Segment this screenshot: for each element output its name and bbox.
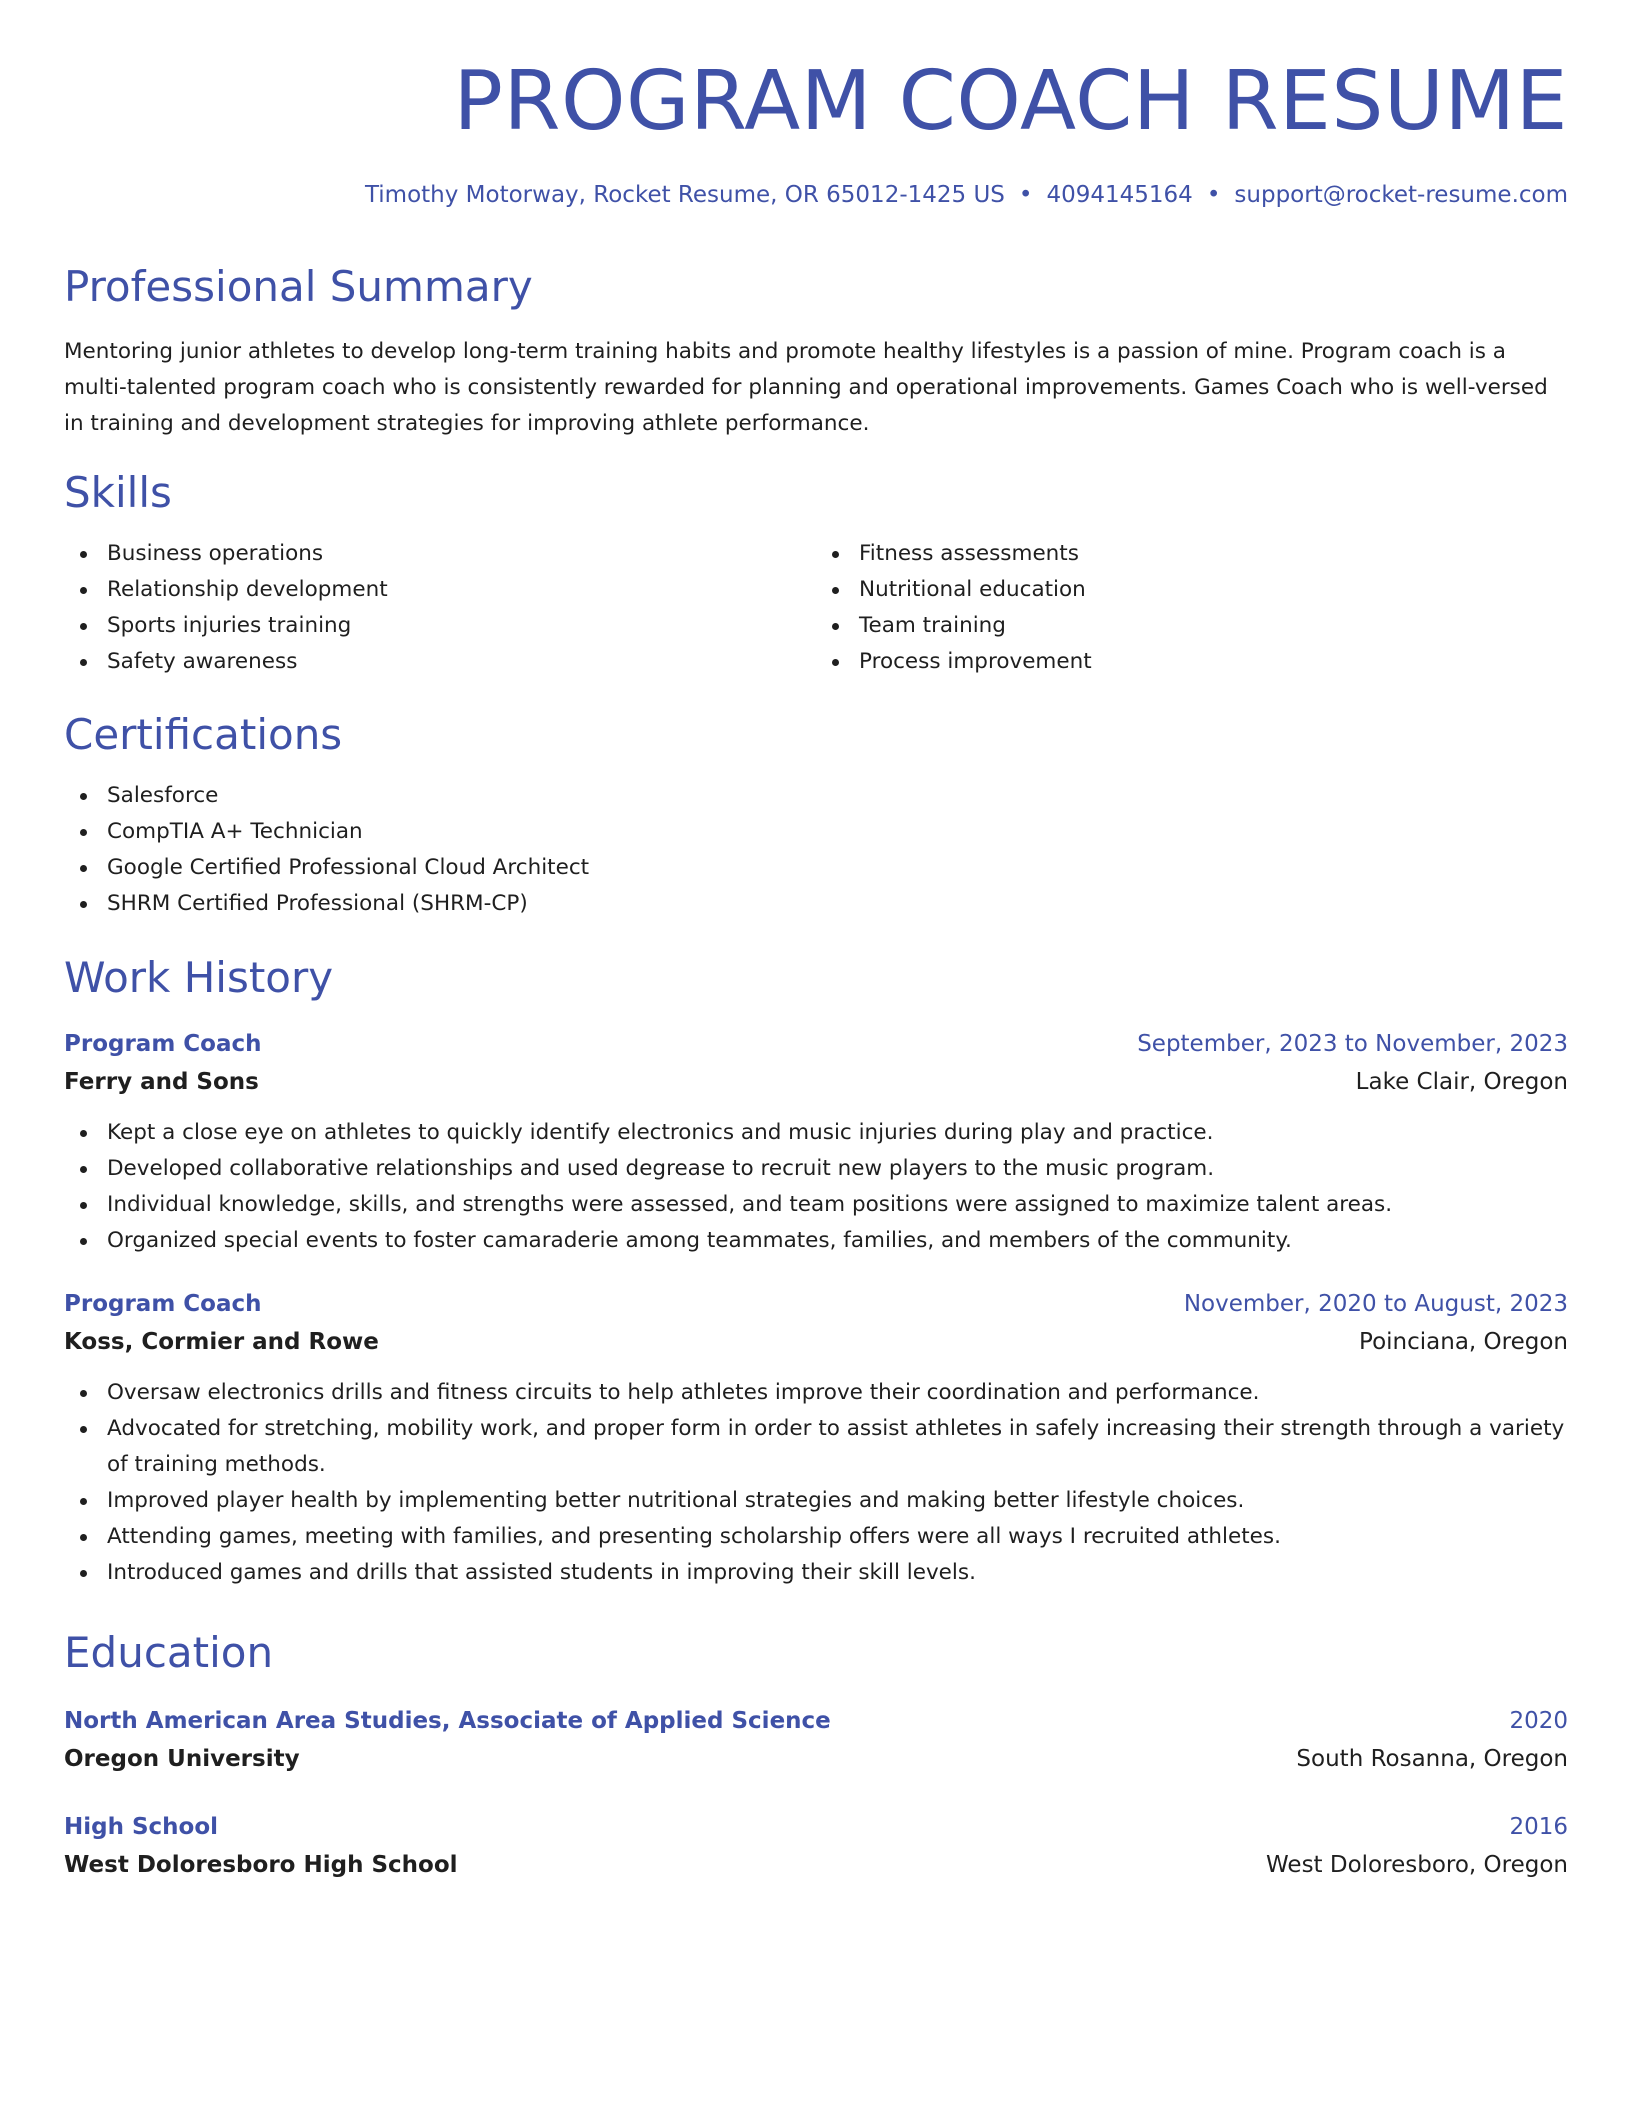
education-year: 2020: [1509, 1708, 1568, 1734]
skills-list-right: [816, 536, 1568, 680]
job-location: Lake Clair, Oregon: [1355, 1069, 1568, 1095]
skill-item: Team training: [816, 608, 1568, 644]
certification-item: Salesforce: [64, 778, 1568, 814]
job-company-row: [64, 1063, 1568, 1101]
job-duties-list: [64, 1375, 1568, 1591]
certifications-heading: Certifications: [64, 710, 343, 759]
job-duty: Organized special events to foster camaraderie among teammates, families, and members of the community.: [64, 1223, 1568, 1259]
contact-separator: •: [1018, 182, 1033, 208]
resume-title: PROGRAM COACH RESUME: [453, 54, 1568, 149]
skills-list-left: [64, 536, 816, 680]
contact-separator: •: [1206, 182, 1221, 208]
skill-item: Fitness assessments: [816, 536, 1568, 572]
job-company: Koss, Cormier and Rowe: [64, 1329, 379, 1355]
summary-section: [64, 262, 1568, 442]
education-school-row: [64, 1846, 1568, 1884]
education-location: West Doloresboro, Oregon: [1266, 1852, 1568, 1878]
job-location: Poinciana, Oregon: [1359, 1329, 1568, 1355]
summary-heading: Professional Summary: [64, 262, 533, 311]
education-entry: [64, 1808, 1568, 1884]
contact-email: support@rocket-resume.com: [1234, 182, 1568, 208]
job-dates: September, 2023 to November, 2023: [1137, 1031, 1568, 1057]
contact-phone: 4094145164: [1046, 182, 1193, 208]
education-location: South Rosanna, Oregon: [1296, 1746, 1568, 1772]
job-duty: Introduced games and drills that assisted students in improving their skill levels.: [64, 1555, 1568, 1591]
certification-item: CompTIA A+ Technician: [64, 814, 1568, 850]
work-history-heading: Work History: [64, 953, 334, 1002]
education-school-row: [64, 1740, 1568, 1778]
job-company-row: [64, 1323, 1568, 1361]
job-duty: Attending games, meeting with families, and presenting scholarship offers were all ways I recruited athletes.: [64, 1519, 1568, 1555]
education-heading: Education: [64, 1628, 274, 1677]
work-history-section: [64, 953, 1568, 1591]
education-school: West Doloresboro High School: [64, 1852, 458, 1878]
job-duty: Developed collaborative relationships and used degrease to recruit new players to the music program.: [64, 1151, 1568, 1187]
certification-item: Google Certified Professional Cloud Architect: [64, 850, 1568, 886]
job-entry: [64, 1025, 1568, 1259]
skill-item: Process improvement: [816, 644, 1568, 680]
job-duties-list: [64, 1115, 1568, 1259]
skill-item: Business operations: [64, 536, 816, 572]
job-header-row: [64, 1285, 1568, 1323]
job-dates: November, 2020 to August, 2023: [1183, 1291, 1568, 1317]
education-degree-row: [64, 1702, 1568, 1740]
skill-item: Safety awareness: [64, 644, 816, 680]
skill-item: Sports injuries training: [64, 608, 816, 644]
job-entry: [64, 1285, 1568, 1591]
education-degree: High School: [64, 1814, 219, 1840]
skill-item: Nutritional education: [816, 572, 1568, 608]
job-role: Program Coach: [64, 1291, 262, 1317]
skills-section: [64, 468, 1568, 680]
job-duty: Improved player health by implementing better nutritional strategies and making better lifestyle choices.: [64, 1483, 1568, 1519]
skills-columns: [64, 536, 1568, 680]
job-header-row: [64, 1025, 1568, 1063]
job-duty: Kept a close eye on athletes to quickly identify electronics and music injuries during play and practice.: [64, 1115, 1568, 1151]
job-role: Program Coach: [64, 1031, 262, 1057]
education-degree-row: [64, 1808, 1568, 1846]
skills-heading: Skills: [64, 468, 172, 517]
education-school: Oregon University: [64, 1746, 300, 1772]
certifications-section: [64, 710, 1568, 922]
contact-address: Timothy Motorway, Rocket Resume, OR 65012-1425 US: [364, 182, 1005, 208]
education-entry: [64, 1702, 1568, 1778]
summary-text: Mentoring junior athletes to develop long-term training habits and promote healthy lifestyles is a passion of mine. Program coach is a multi-talented program coach who is consistently rewarded for planning and operational improvements. Games Coach who is well-versed in training and development strategies for improving athlete performance.: [64, 339, 1548, 436]
skill-item: Relationship development: [64, 572, 816, 608]
education-section: [64, 1628, 1568, 1884]
job-duty: Oversaw electronics drills and fitness circuits to help athletes improve their coordination and performance.: [64, 1375, 1568, 1411]
education-year: 2016: [1509, 1814, 1568, 1840]
job-duty: Advocated for stretching, mobility work, and proper form in order to assist athletes in safely increasing their strength through a variety of training methods.: [64, 1411, 1568, 1483]
certifications-list: [64, 778, 1568, 922]
education-degree: North American Area Studies, Associate of Applied Science: [64, 1708, 831, 1734]
contact-line: [365, 180, 1568, 210]
job-company: Ferry and Sons: [64, 1069, 259, 1095]
certification-item: SHRM Certified Professional (SHRM-CP): [64, 886, 1568, 922]
job-duty: Individual knowledge, skills, and strengths were assessed, and team positions were assigned to maximize talent areas.: [64, 1187, 1568, 1223]
